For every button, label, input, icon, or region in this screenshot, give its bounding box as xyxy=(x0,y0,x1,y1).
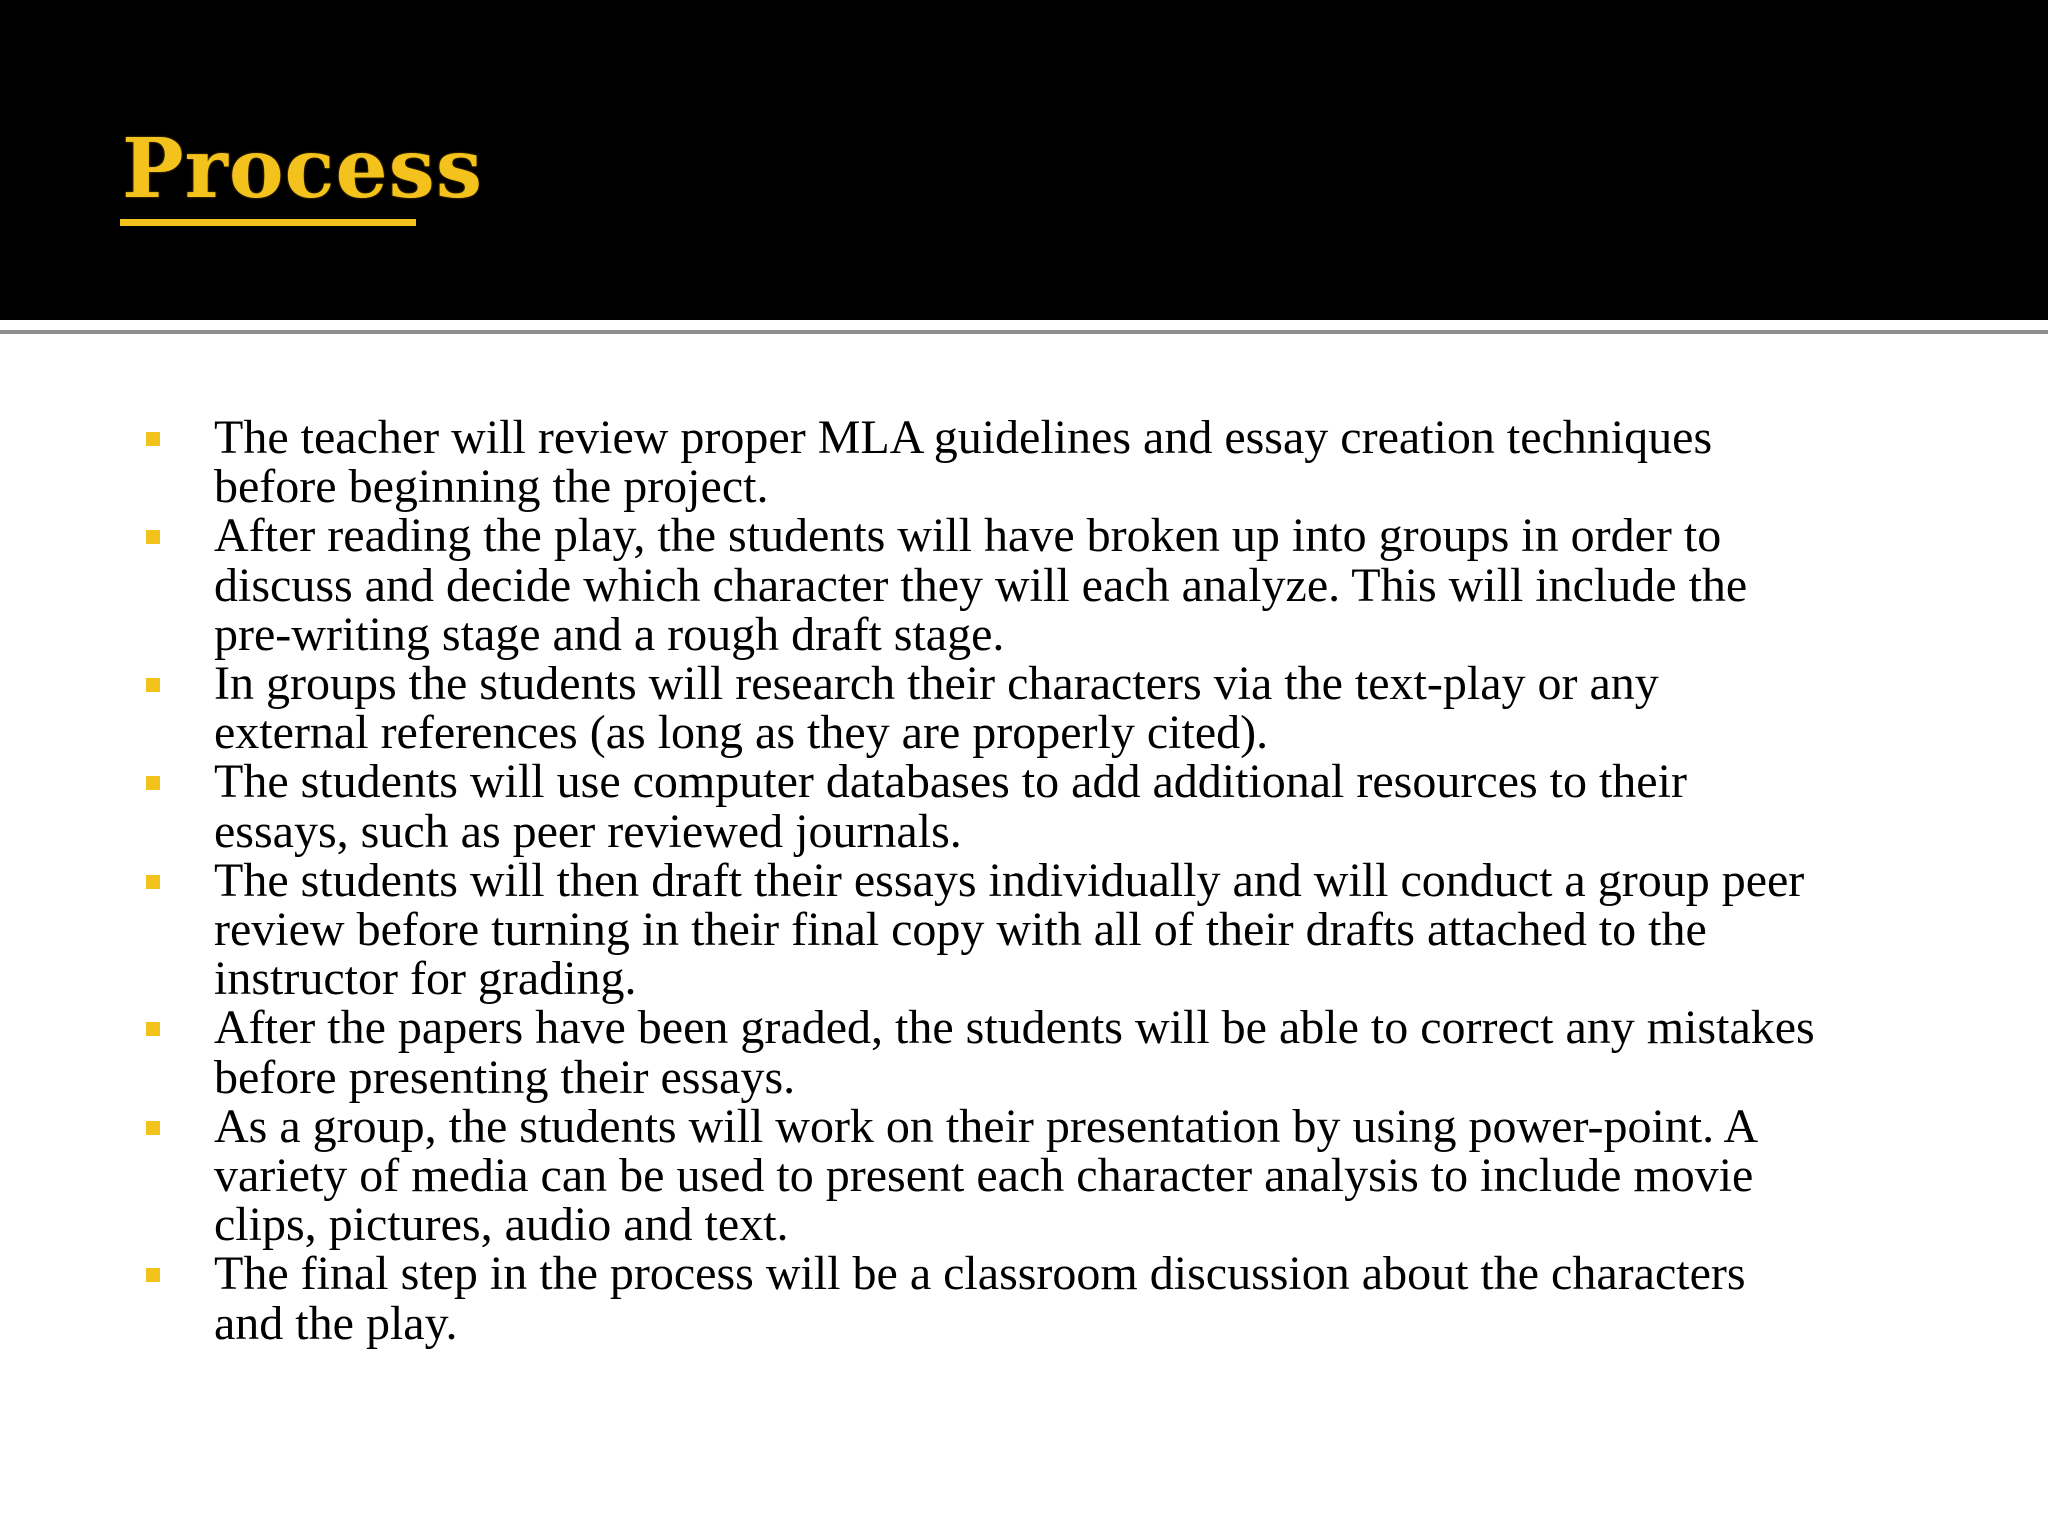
bullet-text-line: variety of media can be used to present each character analysis to include movie xyxy=(214,1149,1754,1203)
bullet-text-line: In groups the students will research their characters via the text-play or any xyxy=(214,657,1659,711)
bullet-square-icon xyxy=(146,776,160,790)
bullet-text-line: essays, such as peer reviewed journals. xyxy=(214,804,962,858)
bullet-list xyxy=(0,413,2048,1348)
bullet-text-line: After the papers have been graded, the students will be able to correct any mistakes xyxy=(214,1001,1815,1055)
bullet-item xyxy=(0,657,2048,760)
bullet-text-line: The teacher will review proper MLA guidelines and essay creation techniques xyxy=(214,411,1713,464)
bullet-text-line: clips, pictures, audio and text. xyxy=(214,1198,789,1252)
bullet-text-line: and the play. xyxy=(214,1296,458,1350)
bullet-square-icon xyxy=(146,1121,160,1135)
bullet-square-icon xyxy=(146,1268,160,1282)
bullet-text-line: pre-writing stage and a rough draft stage. xyxy=(214,607,1005,661)
bullet-item xyxy=(0,1001,2048,1104)
bullet-square-icon xyxy=(146,432,160,446)
bullet-square-icon xyxy=(146,530,160,544)
bullet-square-icon xyxy=(146,678,160,692)
bullet-text-line: The final step in the process will be a classroom discussion about the characters xyxy=(214,1247,1746,1301)
bullet-text-line: external references (as long as they are properly cited). xyxy=(214,706,1269,760)
bullet-text-line: The students will then draft their essays individually and will conduct a group peer xyxy=(214,853,1805,907)
bullet-text-line: After reading the play, the students will have broken up into groups in order to xyxy=(214,509,1722,563)
bullet-text-line: instructor for grading. xyxy=(214,952,637,1006)
bullet-text-line: before beginning the project. xyxy=(214,460,769,514)
bullet-text-line: before presenting their essays. xyxy=(214,1050,796,1104)
bullet-text-line: The students will use computer databases to add additional resources to their xyxy=(214,755,1687,809)
title-underline xyxy=(120,219,416,226)
header-divider-line xyxy=(0,330,2048,334)
header-band xyxy=(0,0,2048,320)
bullet-text-line: As a group, the students will work on their presentation by using power-point. A xyxy=(214,1099,1759,1153)
bullet-text-line: review before turning in their final copy with all of their drafts attached to the xyxy=(214,903,1707,957)
slide-title: Process xyxy=(122,121,483,217)
bullet-item xyxy=(0,755,2048,858)
header-divider xyxy=(0,320,2048,330)
bullet-item xyxy=(0,1099,2048,1252)
bullet-item xyxy=(0,411,2048,514)
bullet-text-line: discuss and decide which character they will each analyze. This will include the xyxy=(214,558,1748,612)
bullet-square-icon xyxy=(146,875,160,889)
bullet-item xyxy=(0,511,2048,659)
bullet-item xyxy=(0,1247,2048,1350)
bullet-item xyxy=(0,853,2048,1006)
bullet-square-icon xyxy=(146,1022,160,1036)
